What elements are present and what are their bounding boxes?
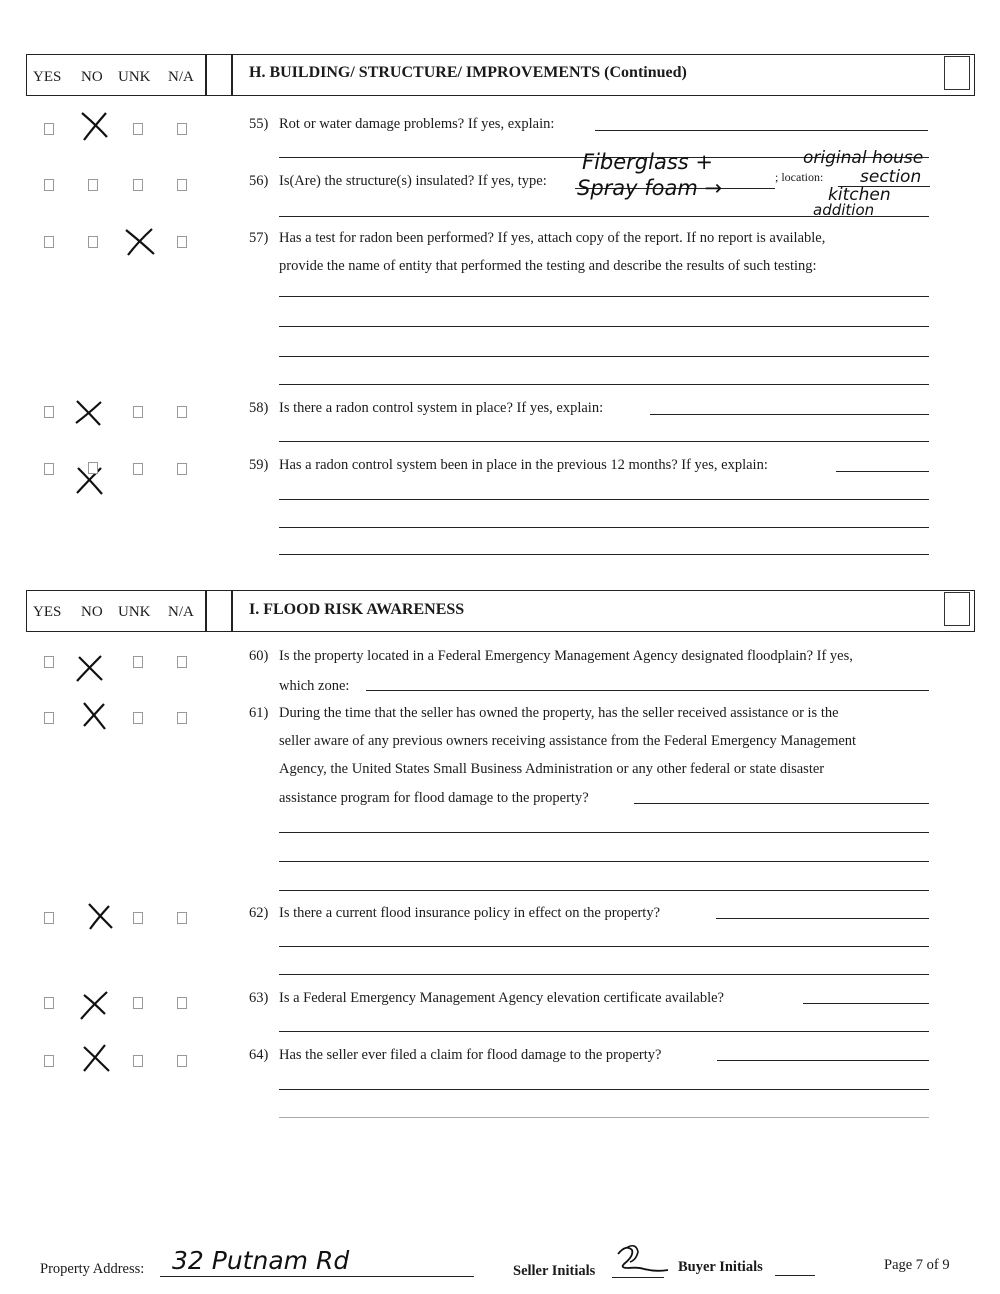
x-mark-icon [74,652,106,684]
checkbox-na[interactable] [177,406,187,418]
answer-line[interactable] [279,1117,929,1118]
answer-line[interactable] [717,1060,929,1061]
seller-initials-signature [612,1240,670,1280]
question-number: 60) [249,648,269,664]
checkbox-yes[interactable] [44,179,54,191]
answer-line[interactable] [279,356,929,357]
checkbox-no[interactable] [88,179,98,191]
checkbox-unk[interactable] [133,656,143,668]
checkbox-yes[interactable] [44,912,54,924]
answer-line[interactable] [279,1031,929,1032]
seller-initials-label: Seller Initials [513,1263,596,1279]
checkbox-na[interactable] [177,997,187,1009]
question-55-text: Rot or water damage problems? If yes, explain: [279,116,555,132]
col-header-na: N/A [168,604,194,620]
header-tab [944,592,970,626]
question-60-text: which zone: [279,678,350,694]
question-number: 57) [249,230,269,246]
handwritten-location-4: addition [813,201,875,219]
col-header-yes: YES [33,69,62,85]
question-58-text: Is there a radon control system in place? If yes, explain: [279,400,604,416]
checkbox-yes[interactable] [44,656,54,668]
question-57-text: Has a test for radon been performed? If yes, attach copy of the report. If no report is available, [279,230,826,246]
question-number: 64) [249,1047,269,1063]
answer-line[interactable] [716,918,929,919]
handwritten-type-1: Fiberglass + [582,150,713,174]
x-mark-icon [124,226,156,258]
answer-line[interactable] [279,946,929,947]
answer-line[interactable] [279,384,929,385]
question-59-text: Has a radon control system been in place in the previous 12 months? If yes, explain: [279,457,768,473]
checkbox-yes[interactable] [44,1055,54,1067]
checkbox-unk[interactable] [133,997,143,1009]
checkbox-no-checked[interactable] [73,397,105,429]
answer-line[interactable] [279,832,929,833]
checkbox-unk[interactable] [133,463,143,475]
question-61-text: assistance program for flood damage to the property? [279,790,589,806]
checkbox-unk[interactable] [133,912,143,924]
header-divider [231,591,233,631]
checkbox-na[interactable] [177,1055,187,1067]
answer-line[interactable] [279,441,929,442]
question-56-text: Is(Are) the structure(s) insulated? If yes, type: [279,173,547,189]
property-address-line[interactable] [160,1276,474,1277]
answer-line[interactable] [279,890,929,891]
buyer-initials-label: Buyer Initials [678,1259,763,1275]
col-header-unk: UNK [118,604,151,620]
answer-line[interactable] [279,974,929,975]
header-tab [944,56,970,90]
answer-line[interactable] [836,471,929,472]
question-number: 63) [249,990,269,1006]
checkbox-unk-checked[interactable] [124,226,156,258]
question-61-text: Agency, the United States Small Business Administration or any other federal or state disaster [279,761,825,777]
answer-line[interactable] [366,690,929,691]
section-h-title: H. BUILDING/ STRUCTURE/ IMPROVEMENTS (Continued) [249,64,687,81]
checkbox-no-checked[interactable] [74,652,106,684]
checkbox-no-checked[interactable] [79,110,111,142]
handwritten-location-3: kitchen [828,185,891,205]
checkbox-na[interactable] [177,712,187,724]
question-number: 55) [249,116,269,132]
handwritten-type-2: Spray foam → [577,176,723,200]
checkbox-na[interactable] [177,236,187,248]
question-61-text: seller aware of any previous owners receiving assistance from the Federal Emergency Management [279,733,857,749]
section-i-title: I. FLOOD RISK AWARENESS [249,601,465,618]
col-header-na: N/A [168,69,194,85]
x-mark-icon [79,700,111,732]
buyer-initials-line[interactable] [775,1275,815,1276]
question-number: 62) [249,905,269,921]
question-number: 61) [249,705,269,721]
checkbox-no-checked[interactable] [80,1042,112,1074]
checkbox-na[interactable] [177,463,187,475]
checkbox-unk[interactable] [133,1055,143,1067]
checkbox-yes[interactable] [44,406,54,418]
property-address-value: 32 Putnam Rd [172,1246,350,1275]
checkbox-na[interactable] [177,123,187,135]
col-header-unk: UNK [118,69,151,85]
checkbox-na[interactable] [177,656,187,668]
property-address-label: Property Address: [40,1261,145,1277]
question-62-text: Is there a current flood insurance policy in effect on the property? [279,905,661,921]
checkbox-yes[interactable] [44,463,54,475]
handwritten-location-2: section [860,167,922,187]
page-number: Page 7 of 9 [884,1257,950,1273]
answer-line[interactable] [279,326,929,327]
checkbox-no-checked[interactable] [78,989,110,1021]
question-number: 59) [249,457,269,473]
checkbox-no-checked[interactable] [84,900,116,932]
header-divider [205,591,207,631]
answer-line[interactable] [595,130,928,131]
question-63-text: Is a Federal Emergency Management Agency elevation certificate available? [279,990,724,1006]
question-number: 56) [249,173,269,189]
col-header-yes: YES [33,604,62,620]
question-64-text: Has the seller ever filed a claim for flood damage to the property? [279,1047,662,1063]
checkbox-no[interactable] [88,236,98,248]
col-header-no: NO [81,69,103,85]
answer-line[interactable] [803,1003,929,1004]
question-number: 58) [249,400,269,416]
checkbox-na[interactable] [177,912,187,924]
answer-line[interactable] [279,296,929,297]
question-57-text: provide the name of entity that performed the testing and describe the results of such testing: [279,258,817,274]
checkbox-yes[interactable] [44,236,54,248]
header-divider [205,55,207,95]
answer-line[interactable] [634,803,929,804]
x-mark-icon [78,989,110,1021]
x-mark-icon [79,110,111,142]
checkbox-no[interactable] [88,462,98,474]
checkbox-unk[interactable] [133,179,143,191]
checkbox-na[interactable] [177,179,187,191]
answer-line[interactable] [650,414,929,415]
answer-line[interactable] [279,499,929,500]
checkbox-yes[interactable] [44,712,54,724]
question-61-text: During the time that the seller has owned the property, has the seller received assistance or is the [279,705,839,721]
x-mark-icon [73,397,105,429]
x-mark-icon [80,1042,112,1074]
handwritten-location-1: original house [803,148,924,168]
answer-line[interactable] [279,861,929,862]
checkbox-unk[interactable] [133,406,143,418]
checkbox-unk[interactable] [133,712,143,724]
checkbox-yes[interactable] [44,997,54,1009]
col-header-no: NO [81,604,103,620]
answer-line[interactable] [279,554,929,555]
header-divider [231,55,233,95]
checkbox-no-checked[interactable] [79,700,111,732]
x-mark-icon [84,900,116,932]
location-label: ; location: [775,170,824,184]
checkbox-yes[interactable] [44,123,54,135]
question-60-text: Is the property located in a Federal Emergency Management Agency designated floodplain? If yes, [279,648,853,664]
checkbox-unk[interactable] [133,123,143,135]
answer-line[interactable] [279,527,929,528]
answer-line[interactable] [279,1089,929,1090]
